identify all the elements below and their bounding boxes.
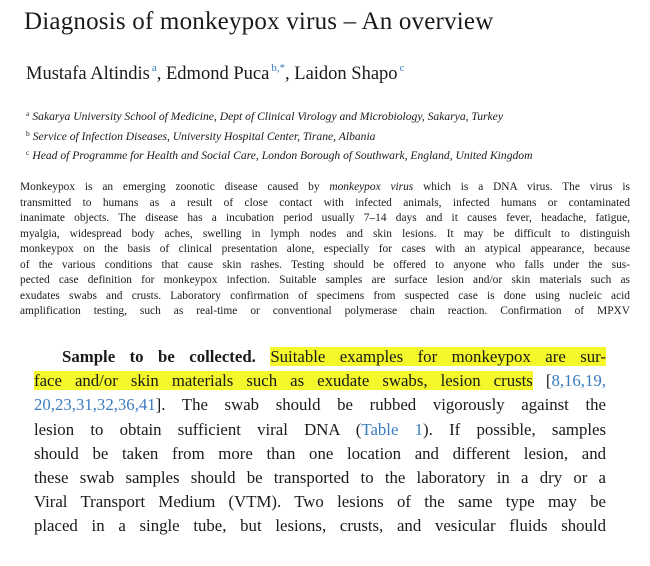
affiliation-mark: b [26,128,30,138]
affiliation-mark: a [26,109,30,118]
abstract [20,180,630,320]
citation-link[interactable]: 8,16,19, [551,371,606,391]
abstract-line: transmitted to humans as a result of close contact with infected animals, infected humans or contaminated [20,196,630,209]
abstract-line: of the various conditions that cause skin rashes. Testing should be offered to anyone who falls under the sus- [20,258,630,271]
abstract-line: inanimate objects. The disease has a incubation period usually 7–14 days and it causes fever, headache, fatigue, [20,212,630,224]
author-name: Edmond Puca [166,64,270,84]
affiliation-marker[interactable]: b,* [271,62,286,74]
citation-link[interactable]: 20,23,31,32,36,41 [34,395,156,415]
table-link[interactable]: Table 1 [361,419,424,439]
affiliation-list [26,106,532,165]
body-text: lesion to obtain sufficient viral DNA ( [34,419,362,439]
section-heading: Sample to be collected. [62,347,256,366]
affiliation-item [26,106,532,126]
paper-title: Diagnosis of monkeypox virus – An overview [24,8,494,35]
body-line: these swab samples should be transported to the laboratory in a dry or a [34,468,606,488]
body-text: ). If possible, samples [423,419,606,439]
body-line [34,345,606,369]
abstract-line: exudates swabs and crusts. Laboratory confirmation of specimens from suspected case is done using nucleic acid [20,289,630,302]
author-list [26,62,404,85]
author-separator: , [285,64,295,84]
virus-name: monkeypox virus [329,181,414,193]
body-paragraph [34,345,606,539]
body-line: 20,23,31,32,36,41]. The swab should be rubbed vigorously against the [34,395,606,415]
author-name: Mustafa Altindis [26,64,150,84]
affiliation-text: Sakarya University School of Medicine, Dept of Clinical Virology and Microbiology, Sakarya, Turkey [32,110,503,123]
body-line [34,418,606,442]
abstract-line: pected case definition for monkeypox infection. Suitable samples are surface lesion and/or skin materials such as [20,274,630,286]
body-text: . The swab should be rubbed vigorously against the [161,395,606,415]
affiliation-item [26,126,532,146]
abstract-line: amplification testing, such as real-time or conventional polymerase chain reaction. Confirmation of MPXV [20,305,630,317]
author-name: Laidon Shapo [294,64,398,84]
affiliation-mark: c [26,148,30,157]
abstract-line: monkeypox on the basis of clinical presentation alone, especially for cases with an atypical appearance, because [20,243,630,255]
abstract-line: myalgia, widespread body aches, swelling in lymph nodes and skin lesions. It may be difficult to distinguish [20,227,630,240]
body-line: face and/or skin materials such as exudate swabs, lesion crusts [8,16,19, [34,371,606,391]
affiliation-marker[interactable]: a [151,62,157,74]
highlighted-text: face and/or skin materials such as exudate swabs, lesion crusts [34,371,533,391]
body-line: Viral Transport Medium (VTM). Two lesions of the same type may be [34,492,606,512]
abstract-text: Monkeypox is an emerging zoonotic disease caused by [20,181,330,193]
affiliation-text: Head of Programme for Health and Social Care, London Borough of Southwark, England, United Kingdom [32,149,533,162]
body-line: placed in a single tube, but lesions, crusts, and vesicular fluids should [34,516,606,536]
body-line: should be taken from more than one location and different lesion, and [34,443,606,463]
abstract-line [20,180,630,196]
author-separator: , [156,64,166,84]
affiliation-marker[interactable]: c [399,62,405,74]
affiliation-text: Service of Infection Diseases, University Hospital Center, Tirane, Albania [32,129,376,143]
abstract-text: which is a DNA virus. The virus is [413,181,630,193]
highlighted-text: Suitable examples for monkeypox are sur- [270,347,606,366]
affiliation-item [26,145,532,165]
